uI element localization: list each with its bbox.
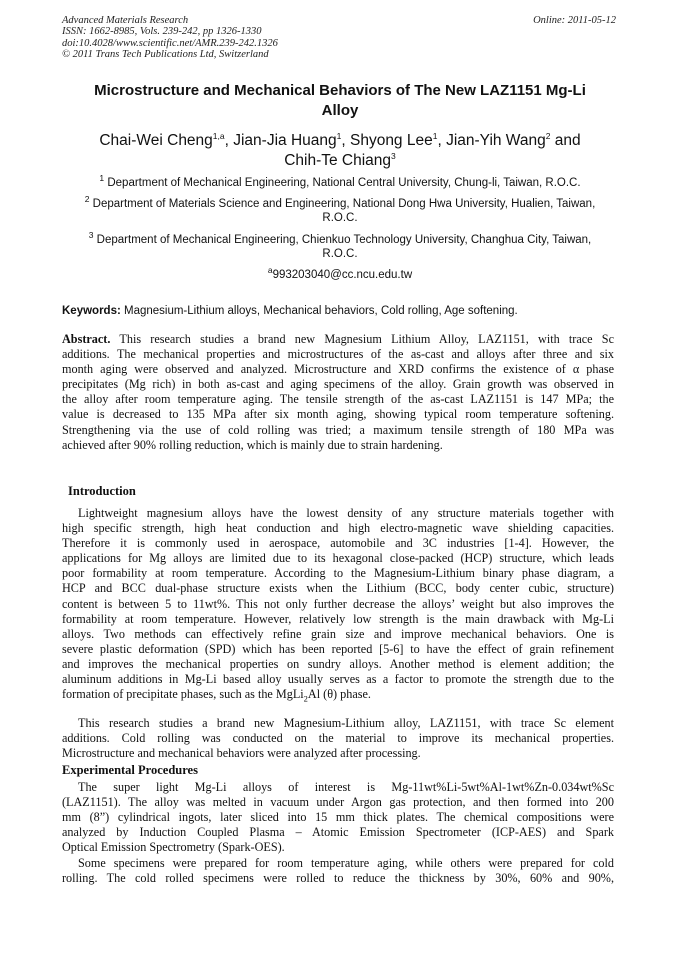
section-heading-introduction: Introduction	[68, 484, 136, 498]
body-text: formation of precipitate phases, such as the MgLi	[62, 687, 304, 702]
abstract-label: Abstract.	[62, 332, 111, 346]
affiliation-text: Department of Mechanical Engineering, National Central University, Chung-li, Taiwan, R.O.C.	[104, 177, 581, 189]
body-line: and improves the mechanical properties on sundry alloys. Another method is element addition; the	[62, 656, 614, 671]
author-list	[62, 131, 618, 171]
body-line: mm (8”) cylindrical ingots, later sliced into 15 mm thick plates. The chemical compositions were	[62, 810, 614, 825]
body-line	[62, 687, 614, 707]
abstract	[62, 332, 614, 453]
abstract-line: Strengthening via the use of cold rolling was tried; a maximum tensile strength of 180 MPa was	[62, 422, 614, 437]
abstract-line: value is decreased to 135 MPa after six month aging, showing typical room temperature softening.	[62, 407, 614, 422]
title-line-2: Alloy	[321, 102, 359, 119]
body-line: The super light Mg-Li alloys of interest is Mg-11wt%Li-5wt%Al-1wt%Zn-0.034wt%Sc	[78, 780, 614, 794]
body-line: content is between 5 to 11wt%. This not only further decrease the alloys’ weight but also improves the	[62, 596, 614, 611]
body-line: rolling. The cold rolled specimens were rolled to reduce the thickness by 30%, 60% and 90%,	[62, 871, 614, 886]
body-line: applications for Mg alloys are limited due to its hexagonal close-packed (HCP) structure, which leads	[62, 551, 614, 566]
body-line: HCP and BCC dual-phase structure exists when the Lithium (BCC, body center cubic, structure)	[62, 581, 614, 596]
author-name: Chai-Wei Cheng	[99, 132, 213, 149]
title-line-1: Microstructure and Mechanical Behaviors of The New LAZ1151 Mg-Li	[94, 82, 586, 99]
body-line: formability at room temperature. However, relatively low strength is the main drawback with Mg-Li	[62, 611, 614, 626]
section-heading-experimental: Experimental Procedures	[62, 763, 198, 777]
body-line: alloys. Two methods can effectively refine grain size and improve mechanical behaviors. One is	[62, 626, 614, 641]
body-line: Lightweight magnesium alloys have the lowest density of any structure materials together with	[78, 506, 614, 520]
body-line: severe plastic deformation (SPD) which has been reported [5-6] to have the effect of grain refinement	[62, 641, 614, 656]
email-mark: a	[267, 265, 273, 276]
body-line: Microstructure and mechanical behaviors were analyzed after processing.	[62, 746, 421, 761]
affiliation-text: Department of Materials Science and Engineering, National Dong Hwa University, Hualien, Taiwan,	[89, 198, 596, 210]
affiliation-line	[62, 230, 618, 247]
abstract-line: additions. The mechanical properties and microstructures of the as-cast and alloys after three and six	[62, 347, 614, 362]
abstract-line: achieved after 90% rolling reduction, which is mainly due to strain hardening.	[62, 437, 443, 452]
authors-line-2	[62, 151, 618, 171]
journal-header	[62, 15, 622, 61]
affiliation-3	[62, 230, 618, 261]
affiliation-text: Department of Mechanical Engineering, Chienkuo Technology University, Changhua City, Taiwan,	[93, 234, 592, 246]
author-affil-mark: 3	[391, 150, 396, 161]
author-name: , Jian-Jia Huang	[224, 132, 337, 149]
keywords	[62, 305, 618, 317]
subscript: 2	[303, 693, 308, 704]
affiliation-2	[62, 194, 618, 225]
experimental-paragraph-1	[62, 780, 614, 855]
body-line: aluminum additions in Mg-Li based alloy usually serves as a factor to promote the strength due to the	[62, 672, 614, 687]
body-line: analyzed by Induction Coupled Plasma – Atomic Emission Spectrometer (ICP-AES) and Spark	[62, 825, 614, 840]
copyright-line: © 2011 Trans Tech Publications Ltd, Switzerland	[62, 49, 269, 61]
online-date: Online: 2011-05-12	[533, 15, 616, 26]
introduction-paragraph-1	[62, 506, 614, 707]
author-affil-mark: 1	[432, 130, 438, 141]
keywords-label: Keywords:	[62, 305, 121, 317]
body-line: (LAZ1151). The alloy was melted in vacuum under Argon gas protection, and then formed into 200	[62, 795, 614, 810]
author-affil-mark: 1,a	[212, 130, 225, 141]
abstract-text: This research studies a brand new Magnesium Lithium Alloy, LAZ1151, with trace Sc	[110, 332, 614, 346]
body-line: high specific strength, high heat conduction and high electro-magnetic wave shielding capacities.	[62, 521, 614, 536]
affiliation-mark: 2	[84, 194, 90, 205]
body-line: Therefore it is commonly used in aerospace, automobile and 3C industries [1-4]. However, the	[62, 536, 614, 551]
body-line: poor formability at room temperature. According to the Magnesium-Lithium binary phase diagram, a	[62, 566, 614, 581]
paper-title	[62, 81, 618, 121]
affiliation-line: R.O.C.	[322, 248, 358, 260]
author-affil-mark: 2	[545, 130, 551, 141]
body-line: Optical Emission Spectrometry (Spark-OES).	[62, 840, 285, 855]
email-address: 993203040@cc.ncu.edu.tw	[272, 269, 413, 281]
body-line: This research studies a brand new Magnesium-Lithium alloy, LAZ1151, with trace Sc element	[78, 716, 614, 730]
body-text: Al (θ) phase.	[307, 687, 371, 702]
body-line: additions. Cold rolling was conducted on the material to improve its mechanical properties.	[62, 731, 614, 746]
authors-line-1	[62, 131, 618, 151]
author-conjunction: and	[550, 132, 581, 149]
affiliation-mark: 1	[99, 173, 105, 184]
journal-name: Advanced Materials Research	[62, 15, 189, 26]
abstract-line: precipitates (Mg rich) in both as-cast and aging specimens of the alloy. Grain growth was observed in	[62, 377, 614, 392]
body-line: Some specimens were prepared for room temperature aging, while others were prepared for cold	[78, 856, 614, 870]
affiliation-1	[62, 173, 618, 190]
introduction-paragraph-2	[62, 716, 614, 761]
keywords-text: Magnesium-Lithium alloys, Mechanical behaviors, Cold rolling, Age softening.	[120, 305, 518, 317]
contact-email	[62, 265, 618, 281]
affiliation-line: R.O.C.	[322, 212, 358, 224]
experimental-paragraph-2	[62, 856, 614, 886]
doi-line: doi:10.4028/www.scientific.net/AMR.239-242.1326	[62, 37, 278, 49]
abstract-line	[62, 332, 614, 347]
author-name: Chih-Te Chiang	[284, 152, 392, 169]
issn-line: ISSN: 1662-8985, Vols. 239-242, pp 1326-1330	[62, 26, 262, 38]
author-affil-mark: 1	[336, 130, 342, 141]
affiliation-line	[62, 194, 618, 211]
author-name: , Shyong Lee	[341, 132, 433, 149]
affiliation-mark: 3	[88, 230, 94, 241]
abstract-line: month aging were observed and analyzed. Microstructure and XRD confirms the existence of α phase	[62, 362, 614, 377]
abstract-line: the alloy after room temperature aging. The tensile strength of the as-cast LAZ1151 is 147 MPa; the	[62, 392, 614, 407]
author-name: , Jian-Yih Wang	[437, 132, 546, 149]
